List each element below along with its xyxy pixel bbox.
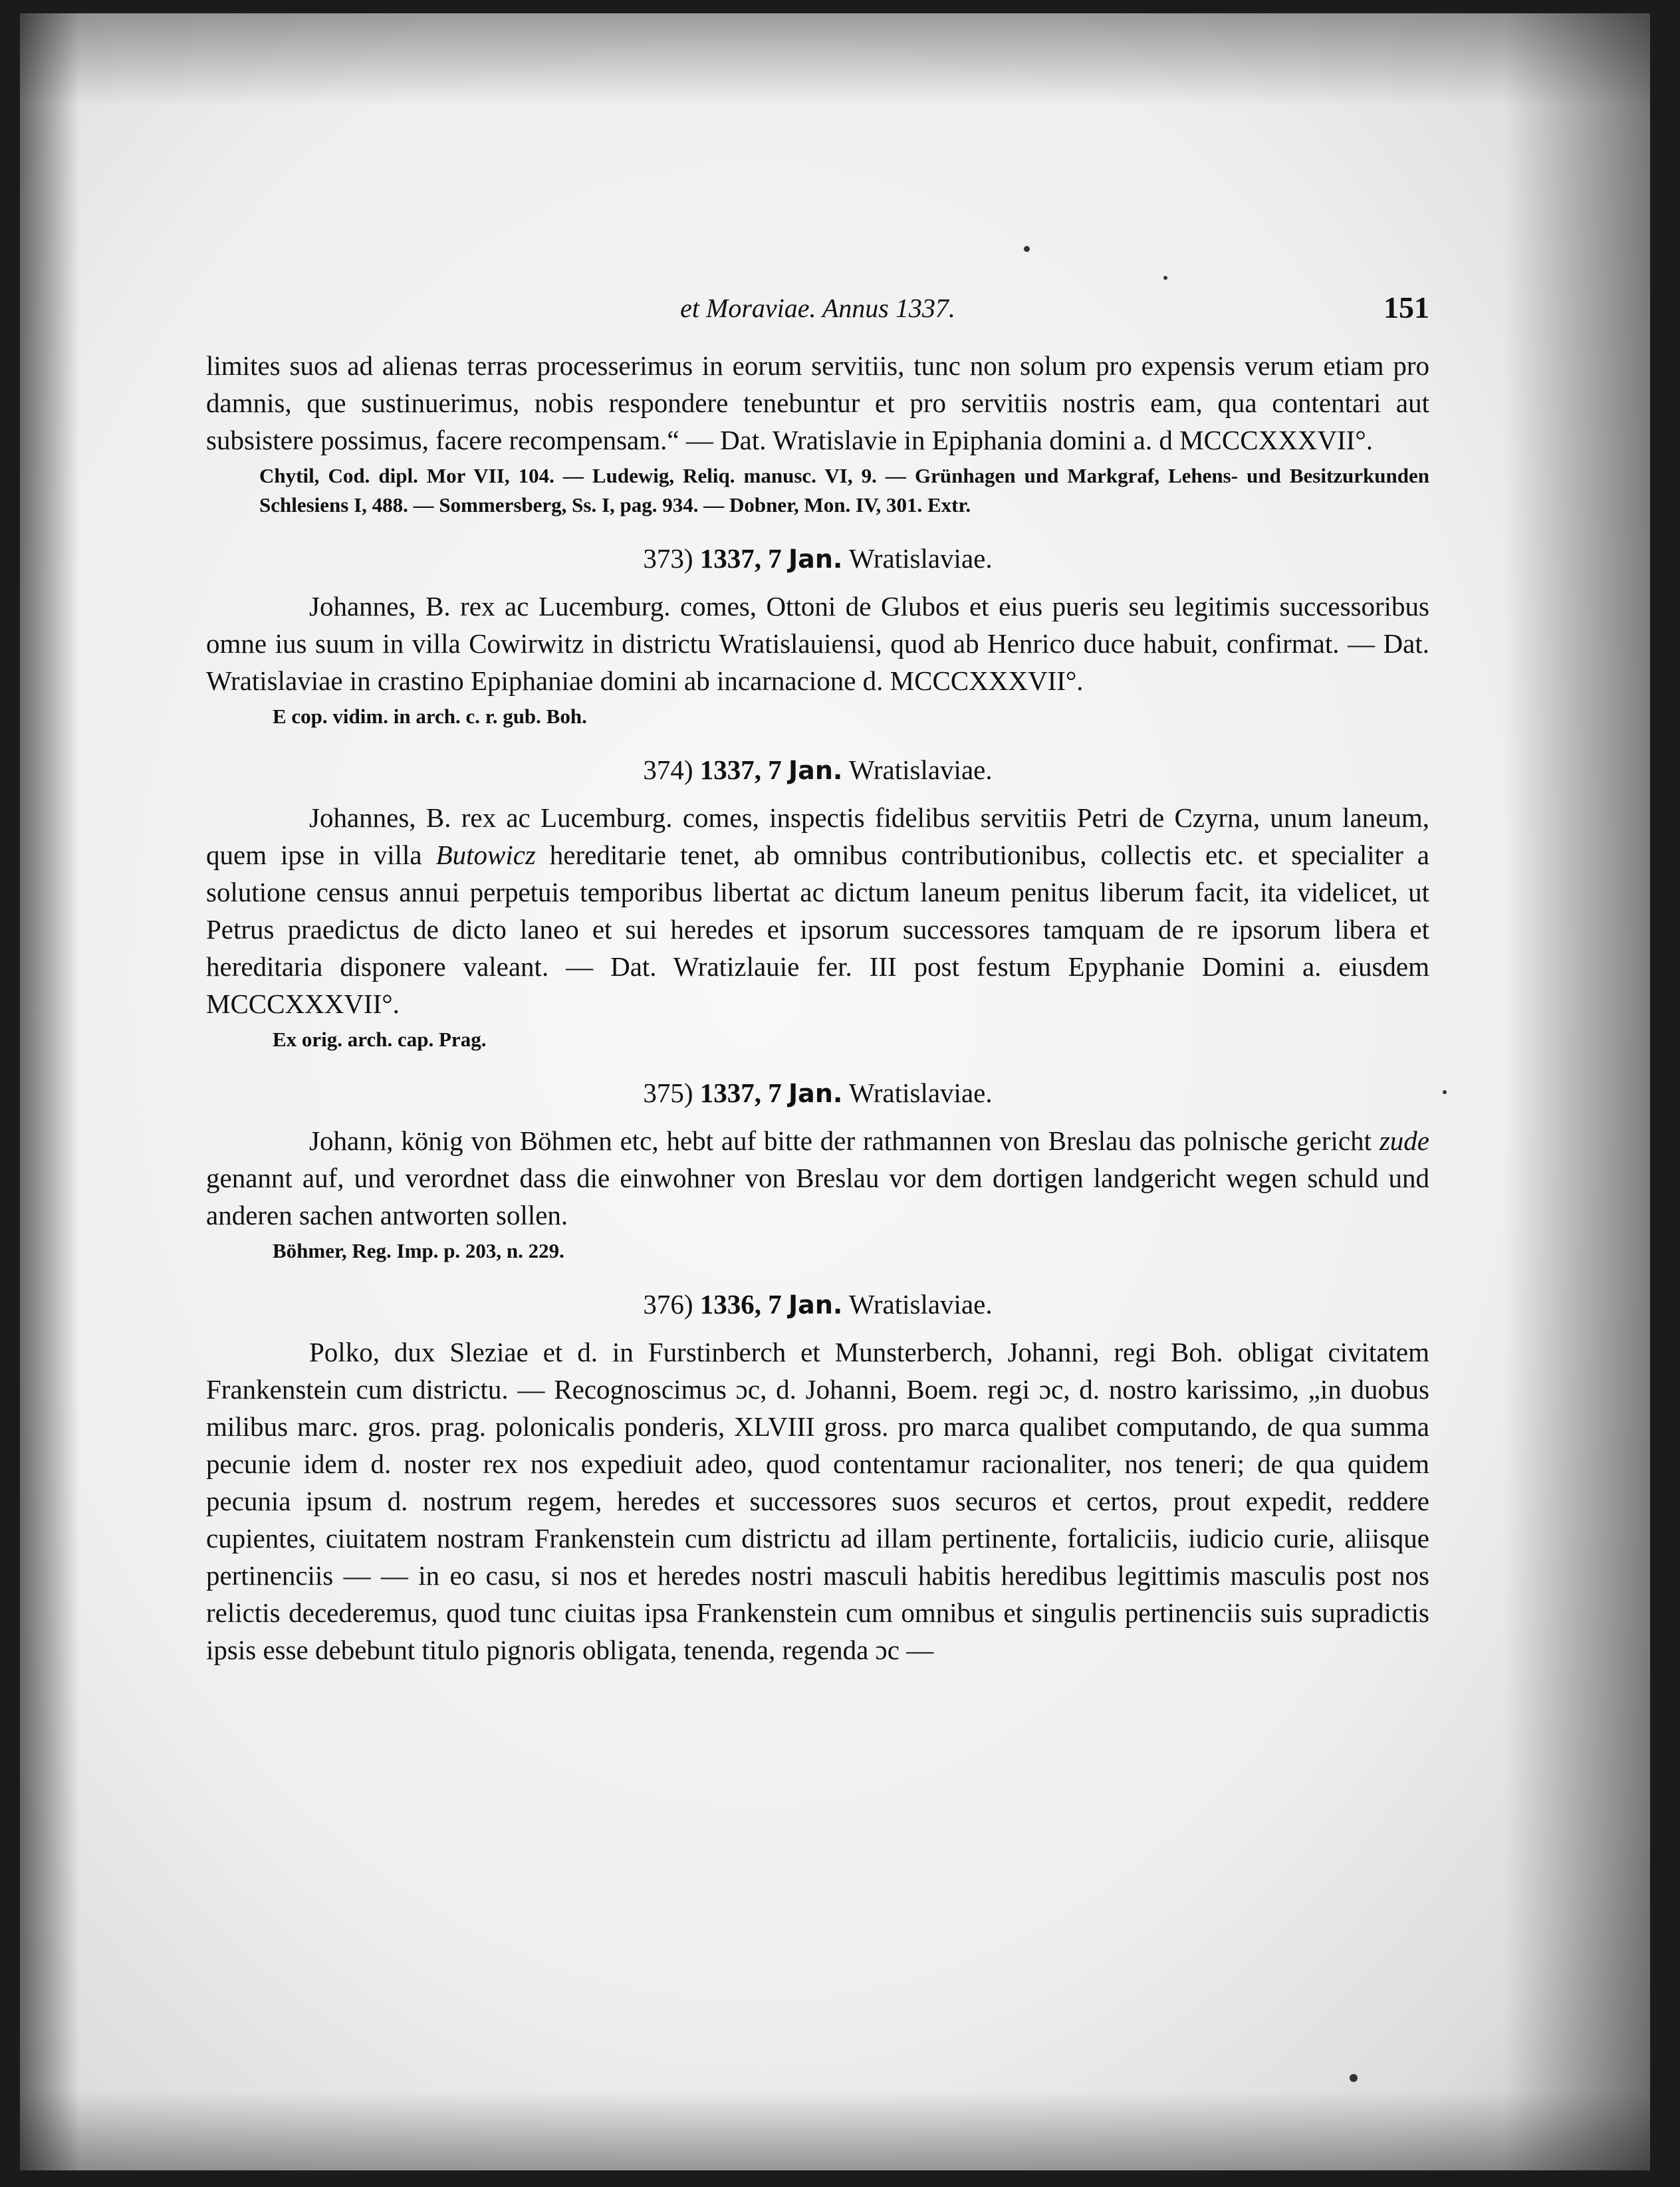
entry-place: Wratislaviae. <box>848 1078 993 1108</box>
entry-number: 376) <box>643 1289 693 1320</box>
entry-place: Wratislaviae. <box>848 1289 993 1320</box>
speck <box>1163 276 1167 280</box>
entry-374-text-part2: hereditarie tenet, ab omnibus contributionibus, collectis etc. et specialiter a solutione census annui perpetuis temporibus libertat ac dictum laneum penitus liberum facit, ita videlicet, ut Petrus praedictus de dicto laneo et sui heredes et ipsorum successores tamquam de re ipsorum libera et hereditaria disponere valeant. — Dat. Wratizlauie fer. III post festum Epyphanie Domini a. eiusdem MCCCXXXVII°. <box>206 840 1429 1019</box>
running-head <box>206 292 1429 332</box>
entry-376-heading <box>206 1288 1429 1320</box>
scanned-page <box>20 13 1650 2170</box>
entry-374-text-part1: Johannes, B. rex ac Lucemburg. comes, inspectis fidelibus servitiis Petri de Czyrna, unum laneum, quem ipse in villa <box>206 802 1429 870</box>
entry-375-heading <box>206 1077 1429 1109</box>
entry-373-text: Johannes, B. rex ac Lucemburg. comes, Ottoni de Glubos et eius pueris seu legitimis successoribus omne ius suum in villa Cowirwitz in districtu Wratislauiensi, quod ab Henrico duce habuit, confirmat. — Dat. Wratislaviae in crastino Epiphaniae domini ab incarnacione d. MCCCXXXVII°. <box>206 591 1429 696</box>
entry-number: 373) <box>643 543 693 574</box>
speck <box>1350 2074 1358 2082</box>
page-shadow-top <box>20 13 1650 106</box>
page-shadow-right <box>1504 13 1650 2170</box>
entry-374-text <box>206 799 1429 1022</box>
entry-375-text <box>206 1122 1429 1234</box>
speck <box>1024 246 1030 252</box>
entry-month: Jan. <box>788 544 843 574</box>
page-number: 151 <box>1383 290 1429 324</box>
entry-375-italic-term: zude <box>1379 1125 1429 1156</box>
entry-place: Wratislaviae. <box>848 754 993 785</box>
entry-373-source: E cop. vidim. in arch. c. r. gub. Boh. <box>273 705 587 728</box>
entry-month: Jan. <box>788 1079 843 1108</box>
speck <box>1443 1090 1447 1094</box>
entry-month: Jan. <box>788 1290 843 1320</box>
running-title <box>206 292 1429 324</box>
running-title-rest: Moraviae. Annus 1337. <box>706 293 955 323</box>
entry-375-source: Böhmer, Reg. Imp. p. 203, n. 229. <box>273 1239 564 1262</box>
entry-number: 374) <box>643 754 693 785</box>
entry-376-text: Polko, dux Sleziae et d. in Furstinberch et Munsterberch, Johanni, regi Boh. obligat civitatem Frankenstein cum districtu. — Recognoscimus ɔc, d. Johanni, Boem. regi ɔc, d. nostro karissimo, „in duobus milibus marc. gros. prag. polonicalis ponderis, XLVIII gross. pro marca qualibet computando, de qua summa pecunie idem d. noster rex nos expediuit adeo, quod contentamur racionaliter, nos teneri; de qua quidem pecunia ipsum d. nostrum regem, heredes et successores suos securos et certos, prout expedit, reddere cupientes, ciuitatem nostram Frankenstein cum districtu ad illam pertinente, fortaliciis, iudicio curie, aliisque pertinenciis — — in eo casu, si nos et heredes nostri masculi habitis heredibus legittimis masculis post nos relictis decederemus, quod tunc ciuitas ipsa Frankenstein cum omnibus et singulis pertinenciis suis supradictis ipsis esse debebunt titulo pignoris obligata, tenenda, regenda ɔc — <box>206 1337 1429 1665</box>
entry-date: 1337, 7 <box>699 543 782 574</box>
entry-date: 1336, 7 <box>699 1289 782 1320</box>
page-text <box>206 292 1429 1669</box>
entry-374-place-name: Butowicz <box>435 840 536 870</box>
entry-place: Wratislaviae. <box>848 543 993 574</box>
entry-month: Jan. <box>788 756 843 785</box>
entry-number: 375) <box>643 1078 693 1108</box>
entry-date: 1337, 7 <box>699 1078 782 1108</box>
page-shadow-left <box>20 13 80 2170</box>
page-shadow-bottom <box>20 2091 1650 2170</box>
entry-375-text-part2: genannt auf, und verordnet dass die einwohner von Breslau vor dem dortigen landgericht wegen schuld und anderen sachen antworten sollen. <box>206 1163 1429 1230</box>
running-title-prefix: et <box>680 293 707 323</box>
entry-date: 1337, 7 <box>699 754 782 785</box>
entry-374-heading <box>206 754 1429 786</box>
entry-373-heading <box>206 542 1429 574</box>
intro-paragraph: limites suos ad alienas terras processerimus in eorum servitiis, tunc non solum pro expensis verum etiam pro damnis, que sustinuerimus, nobis respondere tenebuntur et pro servitiis nostris eam, qua contentari aut subsistere possimus, facere recompensam.“ — Dat. Wratislavie in Epiphania domini a. d MCCCXXXVII°. <box>206 350 1429 455</box>
intro-source: Chytil, Cod. dipl. Mor VII, 104. — Ludewig, Reliq. manusc. VI, 9. — Grünhagen und Markgraf, Lehens- und Besitzurkunden Schlesiens I, 488. — Sommersberg, Ss. I, pag. 934. — Dobner, Mon. IV, 301. Extr. <box>259 464 1429 517</box>
entry-375-text-part1: Johann, könig von Böhmen etc, hebt auf bitte der rathmannen von Breslau das polnische gericht <box>309 1125 1380 1156</box>
entry-374-source: Ex orig. arch. cap. Prag. <box>273 1028 487 1051</box>
